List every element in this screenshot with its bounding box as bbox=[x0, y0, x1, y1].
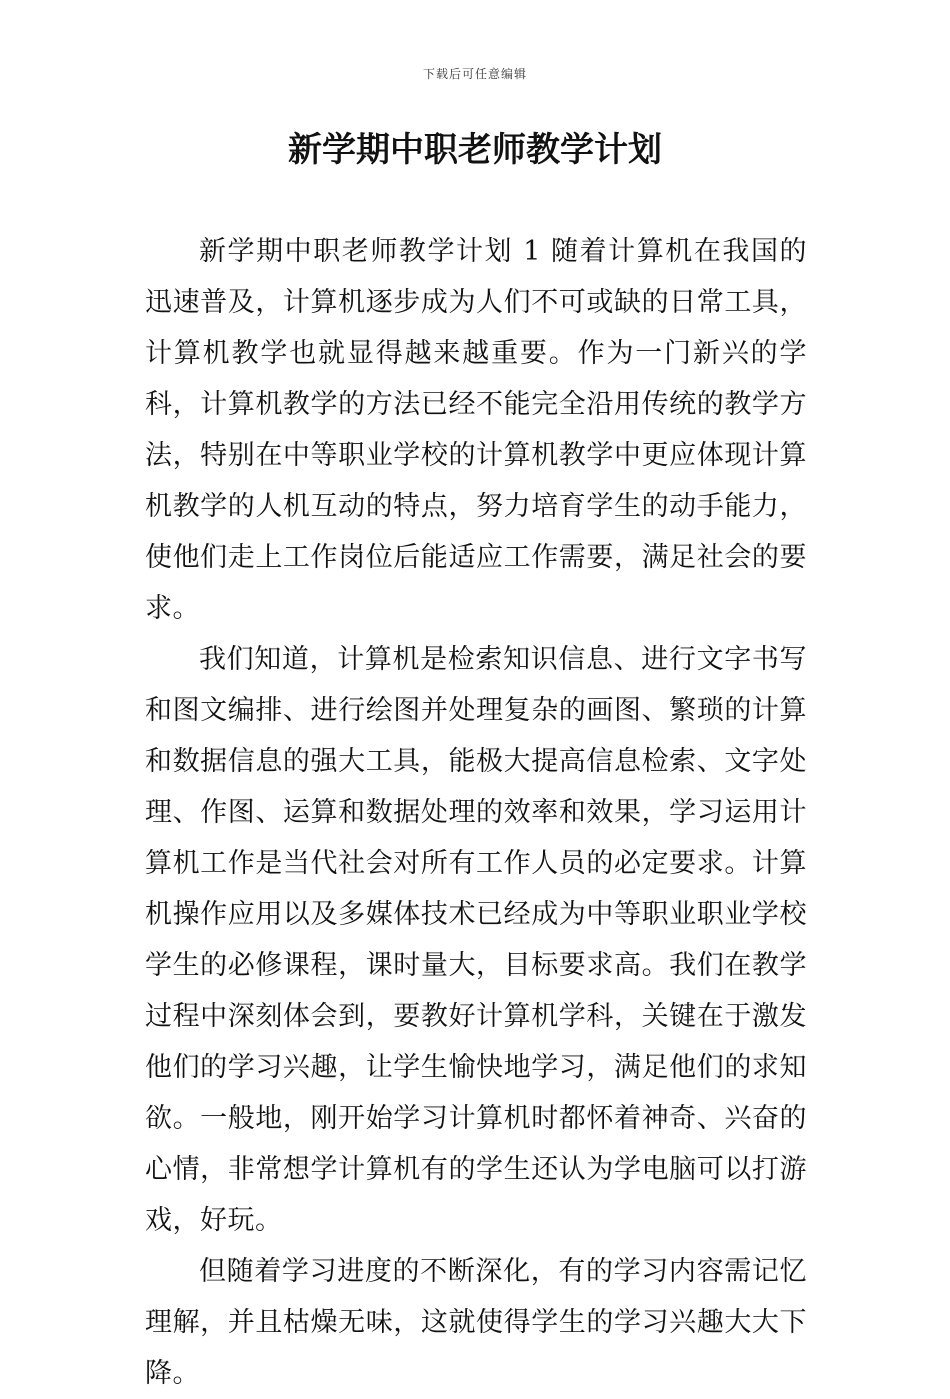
document-body bbox=[145, 226, 807, 1399]
header-note: 下载后可任意编辑 bbox=[422, 67, 527, 81]
document-title: 新学期中职老师教学计划 bbox=[288, 130, 662, 170]
paragraph-3: 但随着学习进度的不断深化，有的学习内容需记忆理解，并且枯燥无味，这就使得学生的学习兴趣大大下降。 bbox=[145, 1256, 807, 1389]
paragraph-2: 我们知道，计算机是检索知识信息、进行文字书写和图文编排、进行绘图并处理复杂的画图、繁琐的计算和数据信息的强大工具，能极大提高信息检索、文字处理、作图、运算和数据处理的效率和效果，学习运用计算机工作是当代社会对所有工作人员的必定要求。计算机操作应用以及多媒体技术已经成为中等职业职业学校学生的必修课程，课时量大，目标要求高。我们在教学过程中深刻体会到，要教好计算机学科，关键在于激发他们的学习兴趣，让学生愉快地学习，满足他们的求知欲。一般地，刚开始学习计算机时都怀着神奇、兴奋的心情，非常想学计算机有的学生还认为学电脑可以打游戏，好玩。 bbox=[145, 644, 807, 1236]
paragraph-1: 新学期中职老师教学计划 1 随着计算机在我国的迅速普及，计算机逐步成为人们不可或缺的日常工具，计算机教学也就显得越来越重要。作为一门新兴的学科，计算机教学的方法已经不能完全沿用传统的教学方法，特别在中等职业学校的计算机教学中更应体现计算机教学的人机互动的特点，努力培育学生的动手能力，使他们走上工作岗位后能适应工作需要，满足社会的要求。 bbox=[145, 236, 807, 624]
